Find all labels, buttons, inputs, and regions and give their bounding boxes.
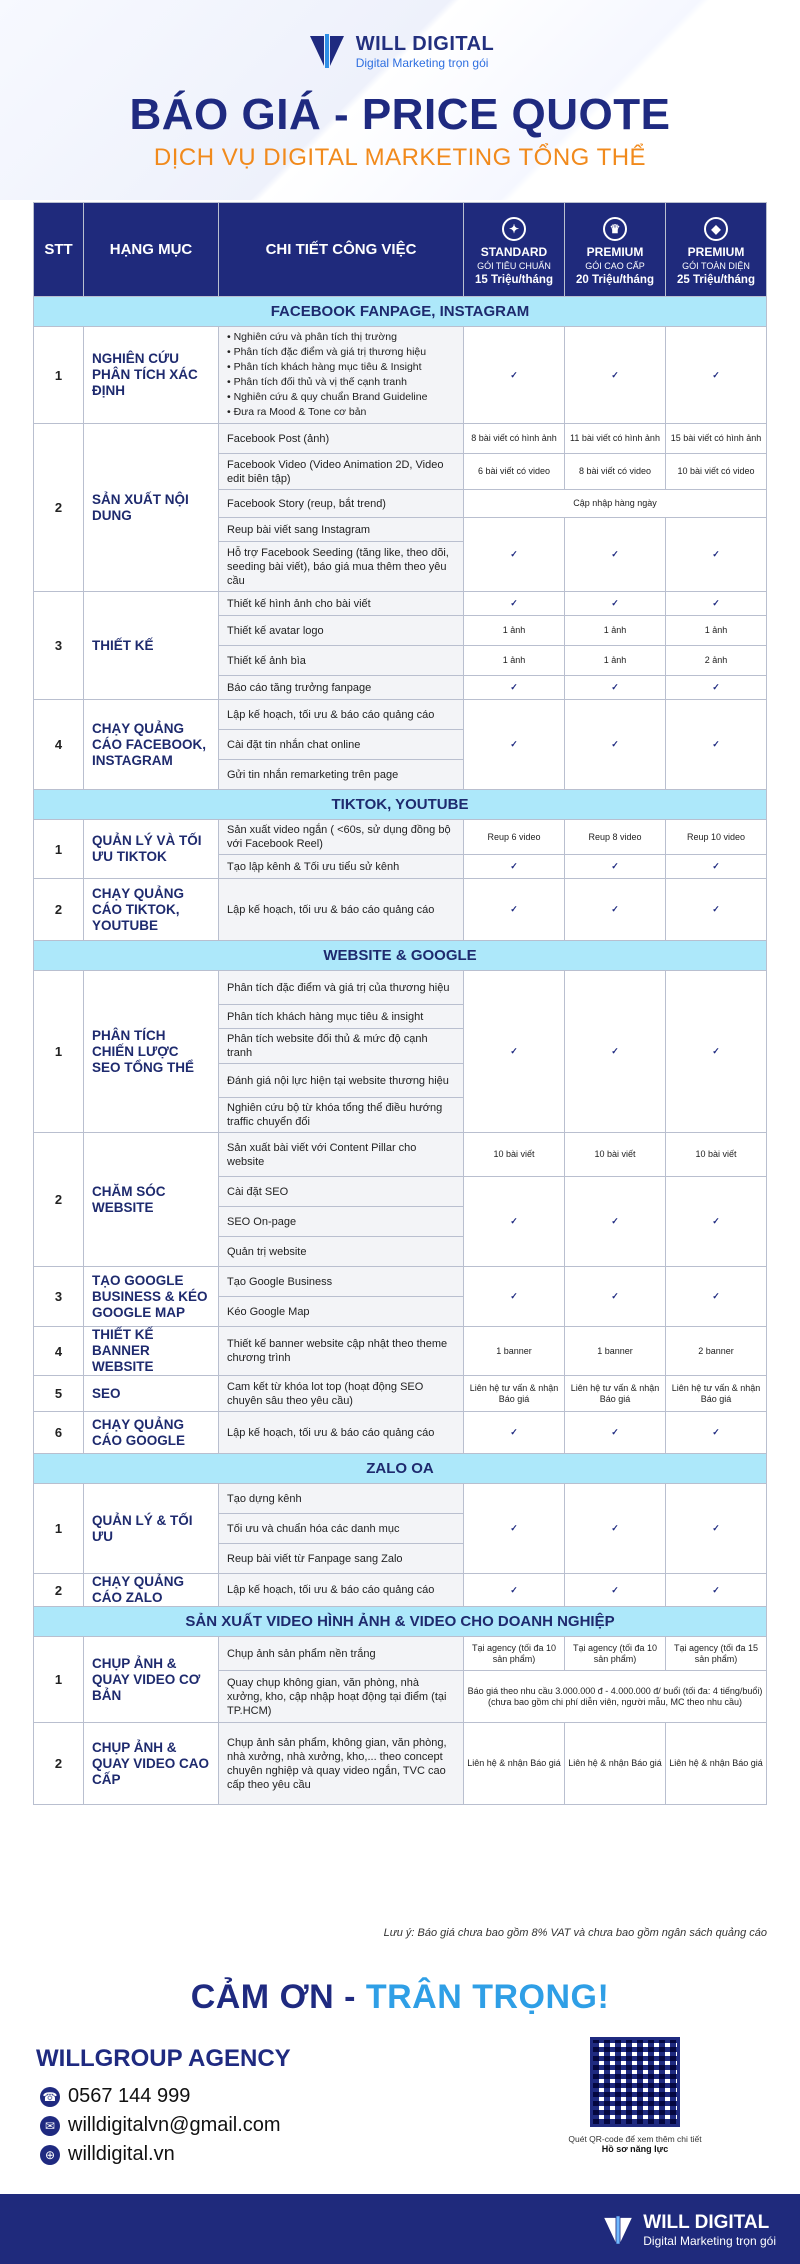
qr-code[interactable]: [590, 2037, 680, 2127]
check-icon: ✓: [565, 855, 666, 879]
check-icon: ✓: [565, 1267, 666, 1327]
row-detail: Thiết kế hình ảnh cho bài viết: [219, 592, 464, 616]
plan-value: 10 bài viết: [464, 1133, 565, 1177]
row-category: QUẢN LÝ VÀ TỐI ƯU TIKTOK: [84, 820, 219, 879]
row-category: SEO: [84, 1376, 219, 1412]
logo-mark-icon: [306, 30, 348, 72]
row-number: 1: [34, 327, 84, 424]
bullet-item: • Phân tích đối thủ và vị thế cạnh tranh: [227, 376, 407, 388]
section-header: [34, 790, 767, 820]
col-detail: CHI TIẾT CÔNG VIỆC: [219, 203, 464, 297]
check-icon: ✓: [565, 1177, 666, 1267]
row-category: CHỤP ẢNH & QUAY VIDEO CAO CẤP: [84, 1723, 219, 1805]
plan-value: 1 ảnh: [666, 616, 767, 646]
check-icon: ✓: [565, 327, 666, 424]
plan-value: 1 banner: [565, 1327, 666, 1376]
row-category: CHẠY QUẢNG CÁO ZALO: [84, 1574, 219, 1607]
check-icon: ✓: [666, 700, 767, 790]
check-icon: ✓: [565, 879, 666, 941]
check-icon: ✓: [565, 1484, 666, 1574]
logo: [0, 30, 800, 72]
check-icon: ✓: [565, 518, 666, 592]
plan-value: Liên hệ & nhận Báo giá: [464, 1723, 565, 1805]
check-icon: ✓: [666, 592, 767, 616]
plan-value: 10 bài viết: [666, 1133, 767, 1177]
row-number: 2: [34, 424, 84, 592]
check-icon: ✓: [464, 1484, 565, 1574]
check-icon: ✓: [464, 700, 565, 790]
row-detail: Gửi tin nhắn remarketing trên page: [219, 760, 464, 790]
check-icon: ✓: [464, 1267, 565, 1327]
table-row: [34, 1133, 767, 1177]
row-number: 5: [34, 1376, 84, 1412]
col-category: HẠNG MỤC: [84, 203, 219, 297]
row-category: THIẾT KẾ: [84, 592, 219, 700]
row-detail: Đánh giá nội lực hiện tại website thương hiệu: [219, 1064, 464, 1098]
page-subtitle: DỊCH VỤ DIGITAL MARKETING TỔNG THỂ: [153, 144, 647, 171]
phone-icon: ☎: [40, 2087, 60, 2107]
plan-value: 8 bài viết có hình ảnh: [464, 424, 565, 454]
plan-value: 15 bài viết có hình ảnh: [666, 424, 767, 454]
row-number: 1: [34, 820, 84, 879]
check-icon: ✓: [666, 327, 767, 424]
plan-value: Tại agency (tối đa 15 sản phẩm): [666, 1637, 767, 1671]
plan-value: 1 ảnh: [464, 646, 565, 676]
table-row: [34, 1412, 767, 1454]
plan-value: Liên hệ tư vấn & nhận Báo giá: [666, 1376, 767, 1412]
row-category: SẢN XUẤT NỘI DUNG: [84, 424, 219, 592]
bullet-item: • Phân tích đặc điểm và giá trị thương hiệu: [227, 346, 427, 358]
col-stt: STT: [34, 203, 84, 297]
table-row: [34, 424, 767, 454]
check-icon: ✓: [464, 971, 565, 1133]
contact-phone[interactable]: ☎ 0567 144 999: [40, 2085, 190, 2108]
row-detail: Lập kế hoạch, tối ưu & báo cáo quảng cáo: [219, 700, 464, 730]
plan-icon: ♛: [603, 217, 627, 241]
plan-value: 1 ảnh: [565, 646, 666, 676]
row-number: 1: [34, 1637, 84, 1723]
row-category: PHÂN TÍCH CHIẾN LƯỢC SEO TỔNG THỂ: [84, 971, 219, 1133]
row-detail: Reup bài viết từ Fanpage sang Zalo: [219, 1544, 464, 1574]
plan-value: Liên hệ & nhận Báo giá: [565, 1723, 666, 1805]
globe-icon: ⊕: [40, 2145, 60, 2165]
row-detail: Tạo Google Business: [219, 1267, 464, 1297]
check-icon: ✓: [464, 518, 565, 592]
row-detail: Quay chụp không gian, văn phòng, nhà xưởng, kho, cập nhập hoạt động tại điểm (tại TP.HCM): [219, 1671, 464, 1723]
check-icon: ✓: [666, 1267, 767, 1327]
row-category: CHẠY QUẢNG CÁO FACEBOOK, INSTAGRAM: [84, 700, 219, 790]
row-category: NGHIÊN CỨU PHÂN TÍCH XÁC ĐỊNH: [84, 327, 219, 424]
check-icon: ✓: [666, 518, 767, 592]
plan-value: 8 bài viết có video: [565, 454, 666, 490]
row-detail: Cài đặt tin nhắn chat online: [219, 730, 464, 760]
plan-value: Tại agency (tối đa 10 sản phẩm): [464, 1637, 565, 1671]
section-header: [34, 297, 767, 327]
check-icon: ✓: [565, 700, 666, 790]
row-detail: Cài đặt SEO: [219, 1177, 464, 1207]
plan-value: 1 ảnh: [464, 616, 565, 646]
plan-value: 1 banner: [464, 1327, 565, 1376]
price-table: [33, 202, 767, 1805]
header: [0, 30, 800, 172]
row-detail: Lập kế hoạch, tối ưu & báo cáo quảng cáo: [219, 1412, 464, 1454]
row-detail: Chụp ảnh sản phẩm nền trắng: [219, 1637, 464, 1671]
row-detail: Hỗ trợ Facebook Seeding (tăng like, theo dõi, seeding bài viết), báo giá mua thêm theo yêu cầu: [219, 542, 464, 592]
row-detail: SEO On-page: [219, 1207, 464, 1237]
table-row: [34, 1327, 767, 1376]
row-number: 2: [34, 1723, 84, 1805]
section-title: WEBSITE & GOOGLE: [34, 941, 767, 971]
contact-email[interactable]: ✉ willdigitalvn@gmail.com: [40, 2114, 281, 2137]
row-detail: Reup bài viết sang Instagram: [219, 518, 464, 542]
row-detail: Nghiên cứu bộ từ khóa tổng thể điều hướng traffic chuyển đổi: [219, 1098, 464, 1133]
row-detail: Phân tích website đối thủ & mức độ cạnh tranh: [219, 1029, 464, 1064]
plan-value: Reup 8 video: [565, 820, 666, 855]
section-header: [34, 1454, 767, 1484]
row-detail: Facebook Post (ảnh): [219, 424, 464, 454]
plan-value: 10 bài viết: [565, 1133, 666, 1177]
row-detail: Sản xuất video ngắn ( <60s, sử dụng đồng bộ với Facebook Reel): [219, 820, 464, 855]
row-detail: Thiết kế ảnh bìa: [219, 646, 464, 676]
footer-logo: WILL DIGITAL Digital Marketing trọn gói: [601, 2212, 776, 2248]
row-detail: Kéo Google Map: [219, 1297, 464, 1327]
table-row: [34, 1574, 767, 1607]
row-number: 4: [34, 1327, 84, 1376]
row-detail: Quản trị website: [219, 1237, 464, 1267]
check-icon: ✓: [666, 1177, 767, 1267]
section-title: SẢN XUẤT VIDEO HÌNH ẢNH & VIDEO CHO DOANH NGHIỆP: [34, 1607, 767, 1637]
row-number: 2: [34, 879, 84, 941]
row-number: 3: [34, 1267, 84, 1327]
plan-value-all: Báo giá theo nhu cầu 3.000.000 đ - 4.000.000 đ/ buổi (tối đa: 4 tiếng/buổi) (chưa bao gồm chi phí diễn viên, người mẫu, MC theo nhu cầu): [464, 1671, 767, 1723]
plan-value-all: Cập nhập hàng ngày: [464, 490, 767, 518]
col-plan-standard: ✦ STANDARD GÓI TIÊU CHUẨN 15 Triệu/tháng: [464, 203, 565, 297]
check-icon: ✓: [464, 1177, 565, 1267]
table-row: [34, 1723, 767, 1805]
footer: [0, 2194, 800, 2264]
check-icon: ✓: [666, 971, 767, 1133]
page-title: BÁO GIÁ - PRICE QUOTE: [129, 90, 671, 139]
row-number: 3: [34, 592, 84, 700]
section-title: TIKTOK, YOUTUBE: [34, 790, 767, 820]
table-row: [34, 1637, 767, 1671]
col-plan-premium: ♛ PREMIUM GÓI CAO CẤP 20 Triệu/tháng: [565, 203, 666, 297]
section-header: [34, 1607, 767, 1637]
row-number: 6: [34, 1412, 84, 1454]
check-icon: ✓: [565, 1412, 666, 1454]
check-icon: ✓: [464, 592, 565, 616]
plan-value: Liên hệ & nhận Báo giá: [666, 1723, 767, 1805]
plan-value: Liên hệ tư vấn & nhận Báo giá: [565, 1376, 666, 1412]
check-icon: ✓: [464, 855, 565, 879]
bullet-item: • Đưa ra Mood & Tone cơ bản: [227, 406, 367, 418]
plan-value: 6 bài viết có video: [464, 454, 565, 490]
plan-icon: ✦: [502, 217, 526, 241]
brand-name: WILL DIGITAL: [355, 32, 495, 55]
bullet-item: • Nghiên cứu & quy chuẩn Brand Guideline: [227, 391, 428, 403]
row-detail: [219, 327, 464, 424]
brand-tagline: Digital Marketing trọn gói: [355, 55, 489, 70]
check-icon: ✓: [666, 879, 767, 941]
plan-value: Liên hệ tư vấn & nhận Báo giá: [464, 1376, 565, 1412]
qr-caption: Quét QR-code để xem thêm chi tiết Hồ sơ năng lực: [568, 2134, 702, 2154]
row-category: TẠO GOOGLE BUSINESS & KÉO GOOGLE MAP: [84, 1267, 219, 1327]
check-icon: ✓: [464, 676, 565, 700]
agency-name: WILLGROUP AGENCY: [36, 2045, 291, 2072]
check-icon: ✓: [464, 1574, 565, 1607]
row-number: 1: [34, 971, 84, 1133]
section-title: FACEBOOK FANPAGE, INSTAGRAM: [34, 297, 767, 327]
row-detail: Thiết kế avatar logo: [219, 616, 464, 646]
row-category: THIẾT KẾ BANNER WEBSITE: [84, 1327, 219, 1376]
plan-value: 11 bài viết có hình ảnh: [565, 424, 666, 454]
plan-value: 10 bài viết có video: [666, 454, 767, 490]
check-icon: ✓: [464, 1412, 565, 1454]
table-row: [34, 592, 767, 616]
row-detail: Facebook Story (reup, bắt trend): [219, 490, 464, 518]
row-detail: Sản xuất bài viết với Content Pillar cho website: [219, 1133, 464, 1177]
row-detail: Phân tích đặc điểm và giá trị của thương hiệu: [219, 971, 464, 1005]
row-detail: Thiết kế banner website cập nhật theo theme chương trình: [219, 1327, 464, 1376]
section-header: [34, 941, 767, 971]
check-icon: ✓: [666, 1412, 767, 1454]
check-icon: ✓: [565, 676, 666, 700]
table-row: [34, 1267, 767, 1297]
row-detail: Tạo lập kênh & Tối ưu tiểu sử kênh: [219, 855, 464, 879]
row-category: CHẠY QUẢNG CÁO GOOGLE: [84, 1412, 219, 1454]
plan-value: Reup 6 video: [464, 820, 565, 855]
check-icon: ✓: [666, 1574, 767, 1607]
table-row: [34, 700, 767, 730]
row-detail: Lập kế hoạch, tối ưu & báo cáo quảng cáo: [219, 879, 464, 941]
check-icon: ✓: [565, 592, 666, 616]
check-icon: ✓: [464, 327, 565, 424]
check-icon: ✓: [565, 1574, 666, 1607]
plan-value: 2 banner: [666, 1327, 767, 1376]
row-number: 2: [34, 1133, 84, 1267]
bullet-list: [227, 330, 455, 420]
row-detail: Phân tích khách hàng mục tiêu & insight: [219, 1005, 464, 1029]
plan-icon: ◆: [704, 217, 728, 241]
footer-logo-icon: [601, 2213, 635, 2247]
row-detail: Tạo dựng kênh: [219, 1484, 464, 1514]
table-row: [34, 1484, 767, 1514]
check-icon: ✓: [666, 676, 767, 700]
row-category: CHỤP ẢNH & QUAY VIDEO CƠ BẢN: [84, 1637, 219, 1723]
table-row: [34, 820, 767, 855]
table-row: [34, 1376, 767, 1412]
row-category: CHĂM SÓC WEBSITE: [84, 1133, 219, 1267]
table-row: [34, 327, 767, 424]
row-category: CHẠY QUẢNG CÁO TIKTOK, YOUTUBE: [84, 879, 219, 941]
col-plan-premium-full: ◆ PREMIUM GÓI TOÀN DIỆN 25 Triệu/tháng: [666, 203, 767, 297]
row-category: QUẢN LÝ & TỐI ƯU: [84, 1484, 219, 1574]
row-number: 2: [34, 1574, 84, 1607]
plan-value: Tại agency (tối đa 10 sản phẩm): [565, 1637, 666, 1671]
check-icon: ✓: [666, 855, 767, 879]
plan-value: Reup 10 video: [666, 820, 767, 855]
row-number: 1: [34, 1484, 84, 1574]
row-detail: Lập kế hoạch, tối ưu & báo cáo quảng cáo: [219, 1574, 464, 1607]
contact-website[interactable]: ⊕ willdigital.vn: [40, 2143, 175, 2166]
bullet-item: • Phân tích khách hàng mục tiêu & Insight: [227, 361, 422, 373]
plan-value: 2 ảnh: [666, 646, 767, 676]
row-detail: Tối ưu và chuẩn hóa các danh mục: [219, 1514, 464, 1544]
row-detail: Báo cáo tăng trưởng fanpage: [219, 676, 464, 700]
table-row: [34, 971, 767, 1005]
plan-value: 1 ảnh: [565, 616, 666, 646]
check-icon: ✓: [565, 971, 666, 1133]
row-detail: Chụp ảnh sản phẩm, không gian, văn phòng, nhà xưởng, nhà xưởng, kho,... theo concept chuyên nghiệp và quay video ngắn, TVC cao cấp theo yêu cầu: [219, 1723, 464, 1805]
thanks-message: CẢM ƠN - TRÂN TRỌNG!: [190, 1978, 610, 2016]
table-row: [34, 879, 767, 941]
section-title: ZALO OA: [34, 1454, 767, 1484]
row-number: 4: [34, 700, 84, 790]
check-icon: ✓: [666, 1484, 767, 1574]
bullet-item: • Nghiên cứu và phân tích thị trường: [227, 331, 397, 343]
row-detail: Cam kết từ khóa lot top (hoạt động SEO chuyên sâu theo yêu cầu): [219, 1376, 464, 1412]
mail-icon: ✉: [40, 2116, 60, 2136]
note: Lưu ý: Báo giá chưa bao gồm 8% VAT và chưa bao gồm ngân sách quảng cáo: [383, 1927, 767, 1939]
row-detail: Facebook Video (Video Animation 2D, Video edit biên tập): [219, 454, 464, 490]
check-icon: ✓: [464, 879, 565, 941]
